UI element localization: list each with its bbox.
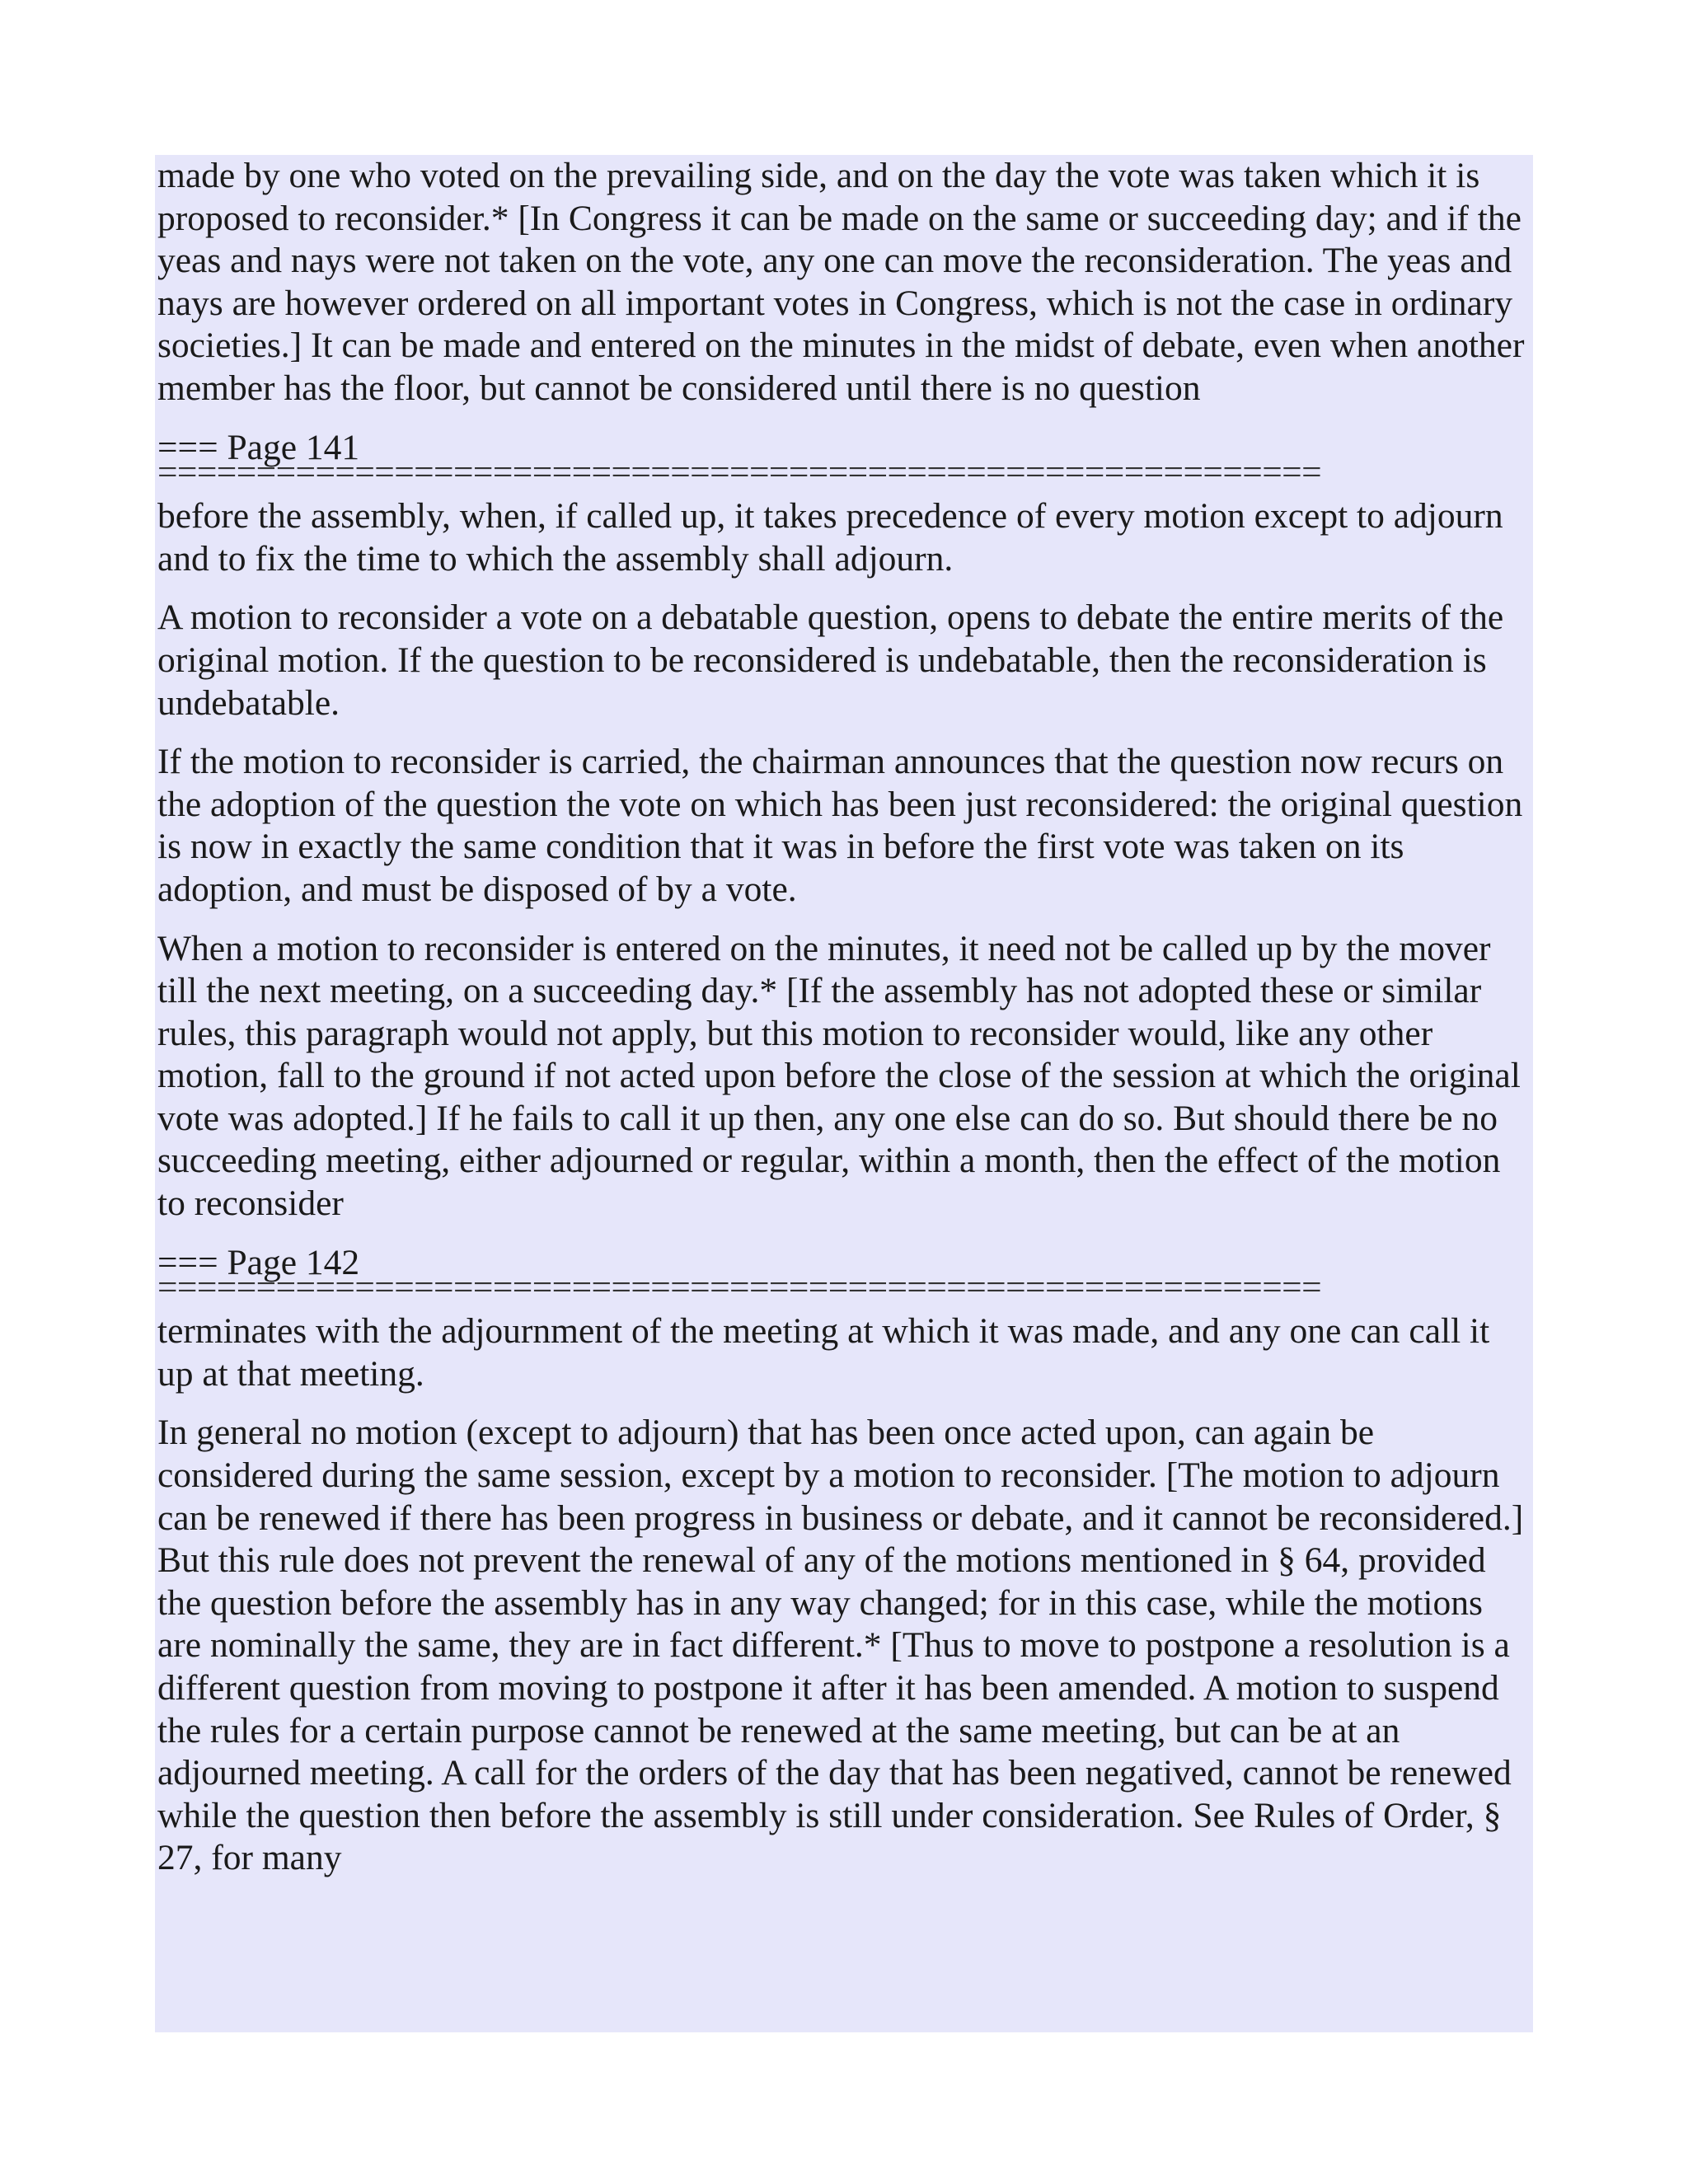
document-text-block <box>155 155 1533 2032</box>
page-divider-rule <box>157 464 1533 480</box>
page-marker-142: === Page 142 <box>157 1242 360 1282</box>
paragraph: made by one who voted on the prevailing side, and on the day the vote was taken which it is proposed to reconsider.* [In Congress it can be made on the same or succeeding day; and if the yeas and nays were not taken on the vote, any one can move the reconsideration. The yeas and nays are however ordered on all important votes in Congress, which is not the case in ordinary societies.] It can be made and entered on the minutes in the midst of debate, even when another member has the floor, but cannot be considered until there is no question <box>157 156 1525 408</box>
paragraph: terminates with the adjournment of the meeting at which it was made, and any one can call it up at that meeting. <box>157 1311 1490 1394</box>
page-divider-rule <box>157 1279 1533 1296</box>
paragraph: A motion to reconsider a vote on a debatable question, opens to debate the entire merits of the original motion. If the question to be reconsidered is undebatable, then the reconsideration is undebatable. <box>157 598 1504 723</box>
page-marker-141: === Page 141 <box>157 427 360 467</box>
paragraph: If the motion to reconsider is carried, the chairman announces that the question now recurs on the adoption of the question the vote on which has been just reconsidered: the original question is now in exactly the same condition that it was in before the first vote was taken on its adoption, and must be disposed of by a vote. <box>157 742 1523 909</box>
paragraph: In general no motion (except to adjourn) that has been once acted upon, can again be considered during the same session, except by a motion to reconsider. [The motion to adjourn can be renewed if there has been progress in business or debate, and it cannot be reconsidered.] But this rule does not prevent the renewal of any of the motions mentioned in § 64, provided the question before the assembly has in any way changed; for in this case, while the motions are nominally the same, they are in fact different.* [Thus to move to postpone a resolution is a different question from moving to postpone it after it has been amended. A motion to suspend the rules for a certain purpose cannot be renewed at the same meeting, but can be at an adjourned meeting. A call for the orders of the day that has been negatived, cannot be renewed while the question then before the assembly is still under consideration. See Rules of Order, § 27, for many <box>157 1413 1524 1878</box>
paragraph: before the assembly, when, if called up, it takes precedence of every motion except to adjourn and to fix the time to which the assembly shall adjourn. <box>157 496 1503 579</box>
paragraph: When a motion to reconsider is entered on the minutes, it need not be called up by the mover till the next meeting, on a succeeding day.* [If the assembly has not adopted these or similar rules, this paragraph would not apply, but this motion to reconsider would, like any other motion, fall to the ground if not acted upon before the close of the session at which the original vote was adopted.] If he fails to call it up then, any one else can do so. But should there be no succeeding meeting, either adjourned or regular, within a month, then the effect of the motion to reconsider <box>157 928 1521 1224</box>
